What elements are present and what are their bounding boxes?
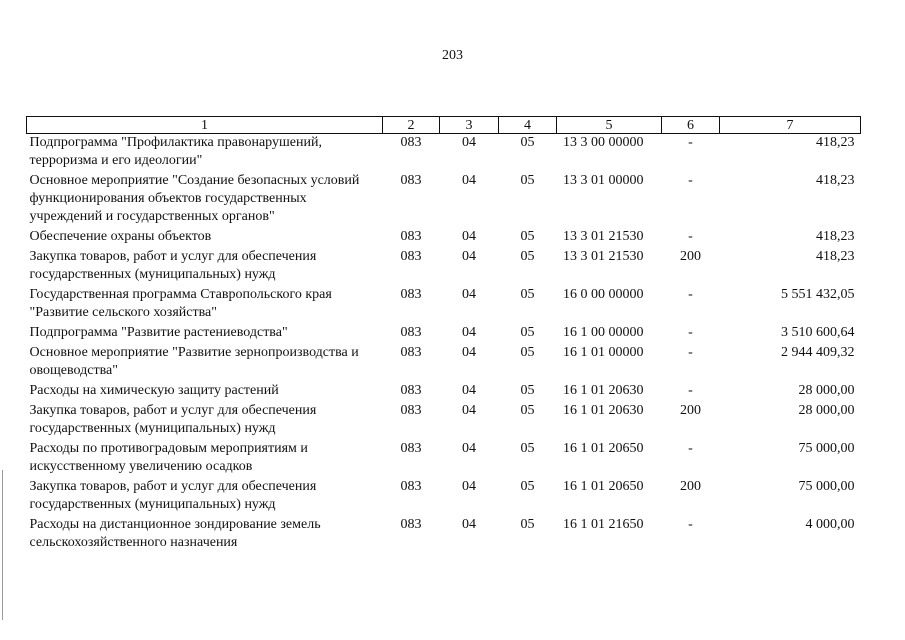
row-target-code: 13 3 01 00000 [563, 173, 644, 188]
row-target-code: 16 0 00 00000 [563, 287, 644, 302]
table-row [27, 228, 861, 248]
row-target-code: 16 1 01 00000 [563, 345, 644, 360]
row-name: Закупка товаров, работ и услуг для обеспечения государственных (муниципальных) нужд [29, 249, 317, 282]
row-admin-code: 083 [400, 249, 422, 264]
row-section: 04 [462, 325, 476, 340]
col-header-3: 3 [440, 117, 499, 134]
table-row [27, 344, 861, 382]
table-row [27, 516, 861, 554]
table-row [27, 286, 861, 324]
row-expense-type: 200 [680, 479, 701, 494]
row-target-code: 16 1 00 00000 [563, 325, 644, 340]
col-header-4: 4 [499, 117, 557, 134]
row-target-code: 16 1 01 20630 [563, 383, 644, 398]
row-name: Расходы на химическую защиту растений [29, 383, 279, 398]
row-expense-type: - [688, 229, 693, 244]
row-admin-code: 083 [400, 517, 422, 532]
row-section: 04 [462, 441, 476, 456]
row-section: 04 [462, 383, 476, 398]
row-admin-code: 083 [400, 441, 422, 456]
table-row [27, 248, 861, 286]
row-subsection: 05 [520, 441, 535, 456]
row-target-code: 16 1 01 20650 [563, 479, 644, 494]
row-subsection: 05 [520, 325, 535, 340]
row-amount: 2 944 409,32 [781, 345, 855, 360]
row-name: Подпрограмма "Развитие растениеводства" [29, 325, 288, 340]
table-row [27, 172, 861, 228]
row-amount: 5 551 432,05 [781, 287, 855, 302]
col-header-7: 7 [720, 117, 861, 134]
row-expense-type: - [688, 517, 693, 532]
table-row [27, 134, 861, 173]
row-admin-code: 083 [400, 403, 422, 418]
col-header-2: 2 [383, 117, 440, 134]
row-expense-type: - [688, 287, 693, 302]
row-subsection: 05 [520, 345, 535, 360]
row-section: 04 [462, 479, 476, 494]
row-target-code: 16 1 01 21650 [563, 517, 644, 532]
col-header-5: 5 [557, 117, 662, 134]
row-expense-type: - [688, 135, 693, 150]
row-admin-code: 083 [400, 287, 422, 302]
table-body [27, 134, 861, 555]
row-section: 04 [462, 345, 476, 360]
table-row [27, 440, 861, 478]
row-amount: 418,23 [816, 249, 855, 264]
row-subsection: 05 [520, 517, 535, 532]
row-subsection: 05 [520, 383, 535, 398]
margin-rule [2, 470, 3, 620]
row-subsection: 05 [520, 287, 535, 302]
row-admin-code: 083 [400, 229, 422, 244]
row-admin-code: 083 [400, 383, 422, 398]
row-name: Подпрограмма "Профилактика правонарушений, терроризма и его идеологии" [29, 135, 322, 168]
col-header-6: 6 [662, 117, 720, 134]
row-name: Основное мероприятие "Создание безопасных условий функционирования объектов государственных учреждений и государственных органов" [29, 173, 360, 224]
row-name: Закупка товаров, работ и услуг для обеспечения государственных (муниципальных) нужд [29, 479, 317, 512]
row-target-code: 13 3 00 00000 [563, 135, 644, 150]
row-subsection: 05 [520, 249, 535, 264]
budget-table [26, 116, 861, 554]
row-amount: 4 000,00 [805, 517, 855, 532]
row-section: 04 [462, 135, 476, 150]
row-subsection: 05 [520, 479, 535, 494]
row-expense-type: - [688, 345, 693, 360]
row-amount: 418,23 [816, 173, 855, 188]
row-admin-code: 083 [400, 173, 422, 188]
row-expense-type: - [688, 441, 693, 456]
row-expense-type: - [688, 325, 693, 340]
row-name: Основное мероприятие "Развитие зернопроизводства и овощеводства" [29, 345, 359, 378]
row-expense-type: 200 [680, 403, 701, 418]
row-admin-code: 083 [400, 325, 422, 340]
row-subsection: 05 [520, 229, 535, 244]
row-admin-code: 083 [400, 345, 422, 360]
row-amount: 75 000,00 [798, 479, 855, 494]
row-amount: 418,23 [816, 229, 855, 244]
row-target-code: 16 1 01 20650 [563, 441, 644, 456]
page-number: 203 [442, 48, 463, 63]
row-expense-type: - [688, 173, 693, 188]
row-amount: 75 000,00 [798, 441, 855, 456]
row-expense-type: - [688, 383, 693, 398]
row-admin-code: 083 [400, 479, 422, 494]
row-amount: 3 510 600,64 [781, 325, 855, 340]
row-amount: 418,23 [816, 135, 855, 150]
row-name: Расходы по противоградовым мероприятиям и искусственному увеличению осадков [29, 441, 308, 474]
row-section: 04 [462, 287, 476, 302]
row-target-code: 13 3 01 21530 [563, 249, 644, 264]
row-expense-type: 200 [680, 249, 701, 264]
row-section: 04 [462, 173, 476, 188]
row-subsection: 05 [520, 173, 535, 188]
row-name: Закупка товаров, работ и услуг для обеспечения государственных (муниципальных) нужд [29, 403, 317, 436]
header-row [27, 117, 861, 134]
row-section: 04 [462, 229, 476, 244]
row-subsection: 05 [520, 403, 535, 418]
row-section: 04 [462, 517, 476, 532]
col-header-1: 1 [27, 117, 383, 134]
table-row [27, 402, 861, 440]
row-amount: 28 000,00 [798, 383, 855, 398]
table-row [27, 382, 861, 402]
row-admin-code: 083 [400, 135, 422, 150]
row-name: Расходы на дистанционное зондирование земель сельскохозяйственного назначения [29, 517, 321, 550]
row-name: Государственная программа Ставропольского края "Развитие сельского хозяйства" [29, 287, 332, 320]
table-row [27, 478, 861, 516]
row-section: 04 [462, 249, 476, 264]
row-amount: 28 000,00 [798, 403, 855, 418]
row-name: Обеспечение охраны объектов [29, 229, 212, 244]
row-subsection: 05 [520, 135, 535, 150]
table-row [27, 324, 861, 344]
row-target-code: 13 3 01 21530 [563, 229, 644, 244]
row-section: 04 [462, 403, 476, 418]
row-target-code: 16 1 01 20630 [563, 403, 644, 418]
